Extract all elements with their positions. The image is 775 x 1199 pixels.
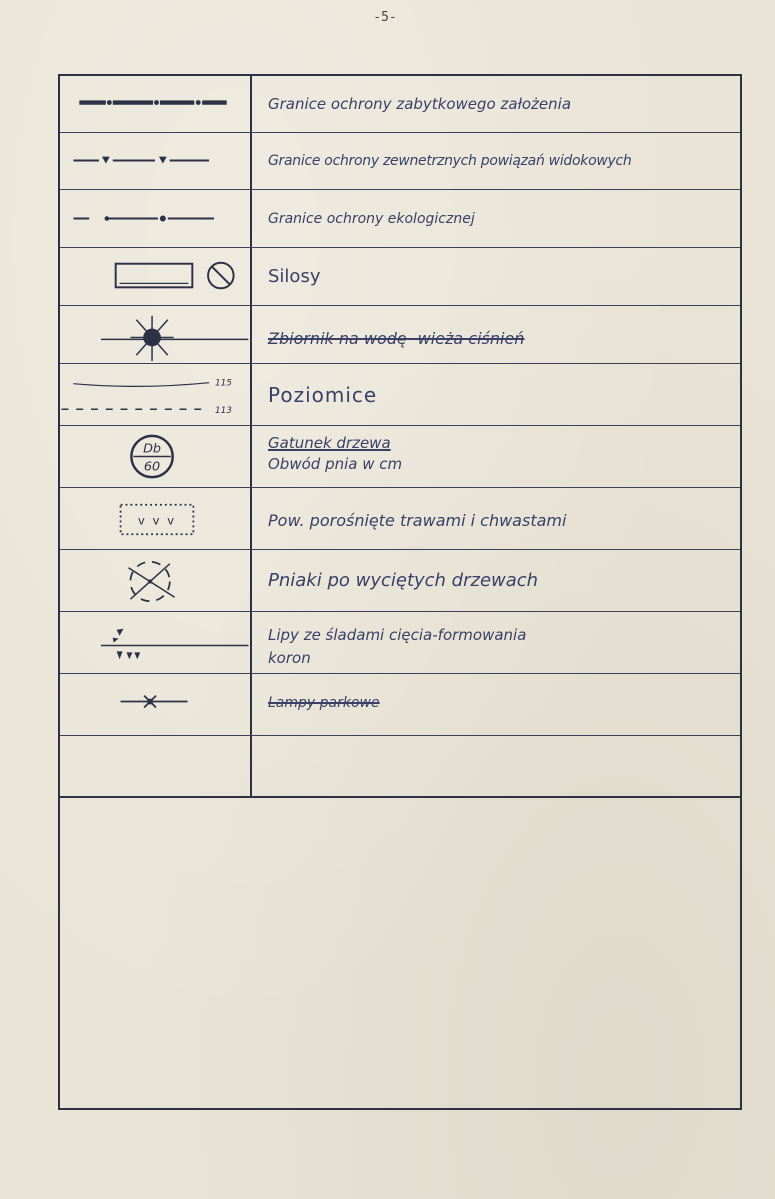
row-label: Pow. porośnięte trawami i chwastami <box>268 511 567 530</box>
legend-row-visual-boundary <box>60 133 740 190</box>
legend-row-empty <box>60 736 740 798</box>
page-number: -5- <box>373 10 397 25</box>
contour-lines-symbol <box>60 364 250 425</box>
row-label: Granice ochrony zabytkowego założenia <box>268 95 572 113</box>
row-label-top: Gatunek drzewa <box>268 434 391 452</box>
lindens-symbol <box>60 612 250 673</box>
ecological-boundary-symbol <box>60 190 250 247</box>
legend-row-tree-species <box>60 426 740 488</box>
legend-frame <box>58 74 742 1110</box>
row-label-line1: Lipy ze śladami cięcia-formowania <box>268 626 527 644</box>
grass-symbol-text: v v v <box>137 513 177 528</box>
grass-weeds-symbol <box>60 488 250 549</box>
heritage-boundary-symbol <box>60 76 250 132</box>
legend-row-ecological-boundary <box>60 190 740 248</box>
water-tower-symbol <box>60 306 250 363</box>
legend-row-lindens <box>60 612 740 674</box>
blank-notes-area <box>60 798 740 1108</box>
legend-row-grass-weeds <box>60 488 740 550</box>
legend-row-silos <box>60 248 740 306</box>
tree-species-symbol <box>60 426 250 487</box>
legend-table <box>60 76 740 798</box>
legend-row-stumps <box>60 550 740 612</box>
row-label: Silosy <box>268 266 321 287</box>
stumps-symbol <box>60 550 250 611</box>
row-label: Pniaki po wyciętych drzewach <box>268 570 539 591</box>
row-label: Zbiornik na wodę- wieża ciśnień <box>268 329 525 348</box>
trunk-circumference: 60 <box>143 459 161 475</box>
row-label: Poziomice <box>268 383 378 407</box>
legend-row-heritage-boundary <box>60 76 740 133</box>
park-lamps-symbol <box>60 674 250 735</box>
silos-symbol <box>60 248 250 305</box>
legend-row-park-lamps <box>60 674 740 736</box>
legend-row-water-tower <box>60 306 740 364</box>
row-label: Lampy parkowe <box>268 695 380 711</box>
visual-boundary-symbol <box>60 133 250 189</box>
row-label-bottom: Obwód pnia w cm <box>268 455 403 473</box>
row-label: Granice ochrony zewnetrznych powiązań widokowych <box>268 153 632 169</box>
row-label-line2: koron <box>268 649 311 667</box>
contour-value-113: 113 <box>215 406 232 417</box>
species-code: Db <box>143 441 162 457</box>
legend-row-contours <box>60 364 740 426</box>
contour-value-115: 115 <box>215 378 232 389</box>
row-label: Granice ochrony ekologicznej <box>268 211 475 227</box>
